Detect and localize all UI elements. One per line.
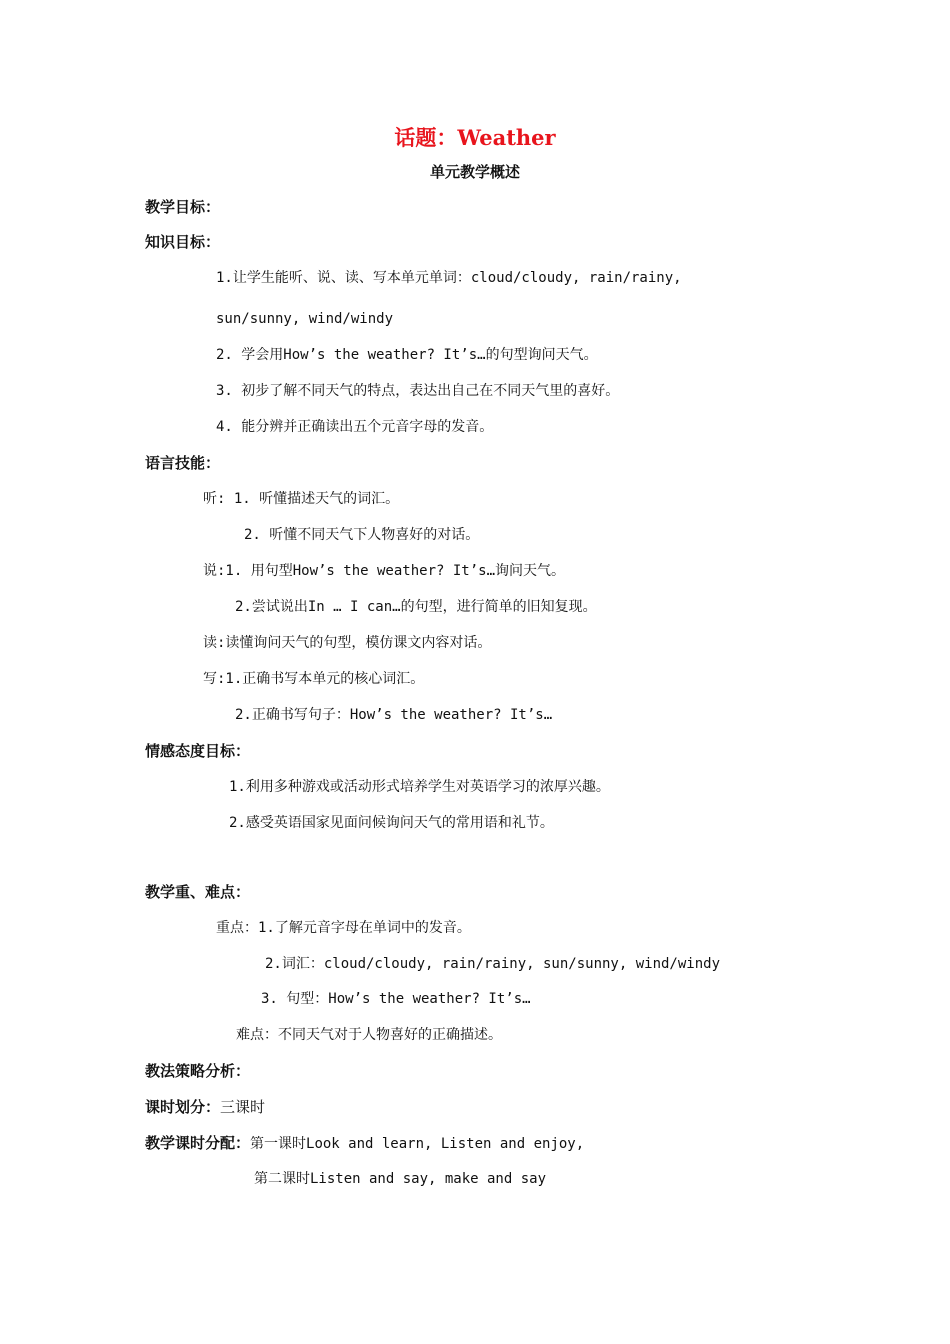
focus-heading: 教学重、难点： xyxy=(145,883,251,901)
attitude-heading: 情感态度目标： xyxy=(145,742,251,760)
skills-write-2: 2.正确书写句子：How’s the weather? It’s… xyxy=(235,707,553,723)
skills-write-1: 写:1.正确书写本单元的核心词汇。 xyxy=(203,671,425,687)
focus-key-1: 重点：1.了解元音字母在单词中的发音。 xyxy=(216,920,471,936)
attitude-item-2: 2.感受英语国家见面问候询问天气的常用语和礼节。 xyxy=(229,815,554,831)
skills-speak-2: 2.尝试说出In … I can…的句型，进行简单的旧知复现。 xyxy=(235,599,597,615)
skills-speak-1: 说:1. 用句型How’s the weather? It’s…询问天气。 xyxy=(203,563,566,579)
allocation-label: 教学课时分配： xyxy=(145,1134,251,1152)
knowledge-item-4: 4. 能分辨并正确读出五个元音字母的发音。 xyxy=(216,419,494,435)
skills-listen-2: 2. 听懂不同天气下人物喜好的对话。 xyxy=(244,527,480,543)
goals-heading: 教学目标： xyxy=(145,198,221,216)
skills-read-1: 读:读懂询问天气的句型，模仿课文内容对话。 xyxy=(203,635,492,651)
knowledge-item-2: 2. 学会用How’s the weather? It’s…的句型询问天气。 xyxy=(216,347,598,363)
page-title: 话题：Weather xyxy=(394,125,556,150)
skills-heading: 语言技能： xyxy=(145,454,221,472)
method-heading: 教法策略分析： xyxy=(145,1062,251,1080)
knowledge-item-1-line-1: 1.让学生能听、说、读、写本单元单词：cloud/cloudy, rain/rainy, xyxy=(216,270,682,286)
focus-key-2: 2.词汇：cloud/cloudy, rain/rainy, sun/sunny, wind/windy xyxy=(265,956,721,972)
allocation-first: 第一课时Look and learn, Listen and enjoy, xyxy=(250,1136,585,1152)
knowledge-heading: 知识目标： xyxy=(145,233,221,251)
allocation-second: 第二课时Listen and say, make and say xyxy=(254,1171,547,1187)
focus-key-3: 3. 句型：How’s the weather? It’s… xyxy=(261,991,531,1007)
attitude-item-1: 1.利用多种游戏或活动形式培养学生对英语学习的浓厚兴趣。 xyxy=(229,779,610,795)
allocation-line xyxy=(145,1133,584,1154)
focus-difficult: 难点：不同天气对于人物喜好的正确描述。 xyxy=(236,1027,502,1043)
period-label: 课时划分： xyxy=(145,1098,221,1116)
period-value: 三课时 xyxy=(220,1098,266,1116)
period-line xyxy=(145,1097,265,1117)
knowledge-item-3: 3. 初步了解不同天气的特点，表达出自己在不同天气里的喜好。 xyxy=(216,383,620,399)
page-subtitle: 单元教学概述 xyxy=(429,163,520,181)
knowledge-item-1-line-2: sun/sunny, wind/windy xyxy=(216,311,394,327)
skills-listen-1: 听: 1. 听懂描述天气的词汇。 xyxy=(203,491,400,507)
